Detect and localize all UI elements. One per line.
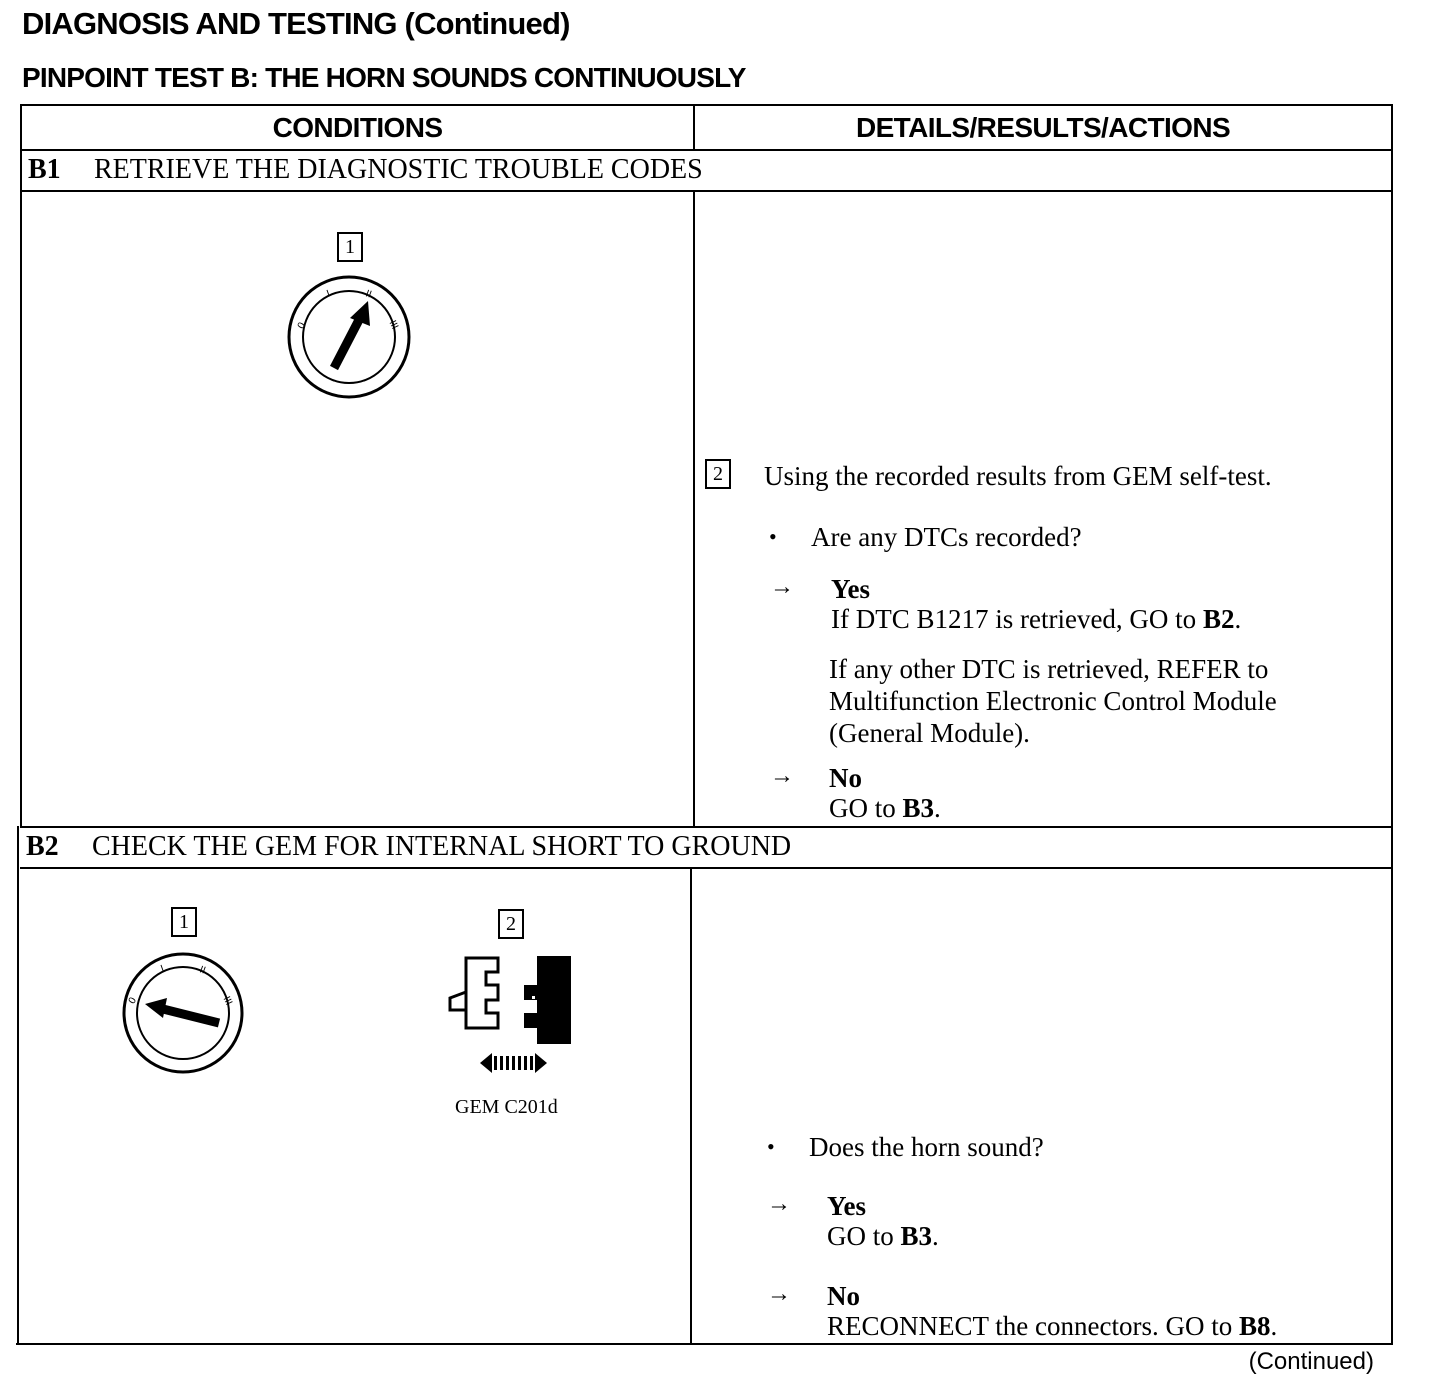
text: GO to (829, 793, 903, 823)
bullet: • (767, 1134, 775, 1159)
callout-1: 1 (171, 907, 197, 937)
result-yes-label: Yes (831, 574, 870, 604)
result-no-label: No (827, 1281, 860, 1311)
text: If DTC B1217 is retrieved, GO to (831, 604, 1203, 634)
result-yes-label: Yes (827, 1191, 866, 1221)
result-yes-action-2: If any other DTC is retrieved, REFER to (829, 654, 1269, 684)
bullet: • (769, 524, 777, 549)
callout-1: 1 (337, 232, 363, 262)
arrow-no: → (770, 763, 794, 789)
page-title: DIAGNOSIS AND TESTING (Continued) (22, 6, 570, 41)
step2-instruction: Using the recorded results from GEM self-test. (764, 461, 1272, 491)
step-code: B1 (28, 154, 61, 185)
step-ref-b3: B3 (900, 1221, 933, 1251)
text: . (1234, 604, 1242, 634)
step-ref-b8: B8 (1238, 1311, 1271, 1341)
switch-label-0: 0 (126, 995, 139, 1006)
step-ref-b2: B2 (1202, 604, 1235, 634)
result-no-action (827, 1310, 1277, 1343)
switch-label-1: I (159, 963, 166, 975)
callout-2: 2 (498, 909, 524, 939)
switch-label-3: III (220, 994, 235, 1008)
result-yes-action-3: Multifunction Electronic Control Module (829, 686, 1277, 716)
column-header-conditions: CONDITIONS (272, 112, 443, 143)
text: GO to (827, 1221, 901, 1251)
callout-2: 2 (705, 459, 731, 489)
switch-label-3: III (386, 318, 401, 332)
question: Does the horn sound? (809, 1132, 1044, 1162)
switch-label-1: I (325, 288, 332, 300)
switch-label-0: 0 (295, 320, 308, 331)
switch-label-2: II (363, 288, 373, 301)
ignition-switch-off-icon (119, 950, 247, 1076)
step-b1-header (28, 154, 703, 186)
step-ref-b3: B3 (902, 793, 935, 823)
text: . (934, 793, 941, 823)
arrow-yes: → (770, 574, 794, 600)
result-no-action (829, 792, 941, 825)
text: . (1270, 1311, 1278, 1341)
step-code: B2 (26, 831, 59, 862)
result-yes-action-1 (831, 603, 1241, 636)
ignition-switch-run-icon (284, 274, 414, 400)
step-b2-header (26, 831, 791, 863)
result-no-label: No (829, 763, 862, 793)
text: . (932, 1221, 939, 1251)
arrow-yes: → (767, 1191, 791, 1217)
step-title: RETRIEVE THE DIAGNOSTIC TROUBLE CODES (94, 154, 703, 185)
continued-footer: (Continued) (1248, 1348, 1374, 1375)
arrow-no: → (767, 1281, 791, 1307)
step-title: CHECK THE GEM FOR INTERNAL SHORT TO GROUND (92, 831, 792, 862)
result-yes-action (827, 1220, 939, 1253)
connector-label: GEM C201d (455, 1096, 558, 1118)
switch-label-2: II (197, 964, 207, 977)
column-header-details: DETAILS/RESULTS/ACTIONS (855, 112, 1231, 143)
result-yes-action-4: (General Module). (829, 718, 1030, 748)
pinpoint-test-title: PINPOINT TEST B: THE HORN SOUNDS CONTINUOUSLY (22, 62, 746, 93)
question: Are any DTCs recorded? (811, 522, 1082, 552)
text: RECONNECT the connectors. GO to (827, 1311, 1239, 1341)
connector-disconnect-icon (446, 952, 578, 1078)
